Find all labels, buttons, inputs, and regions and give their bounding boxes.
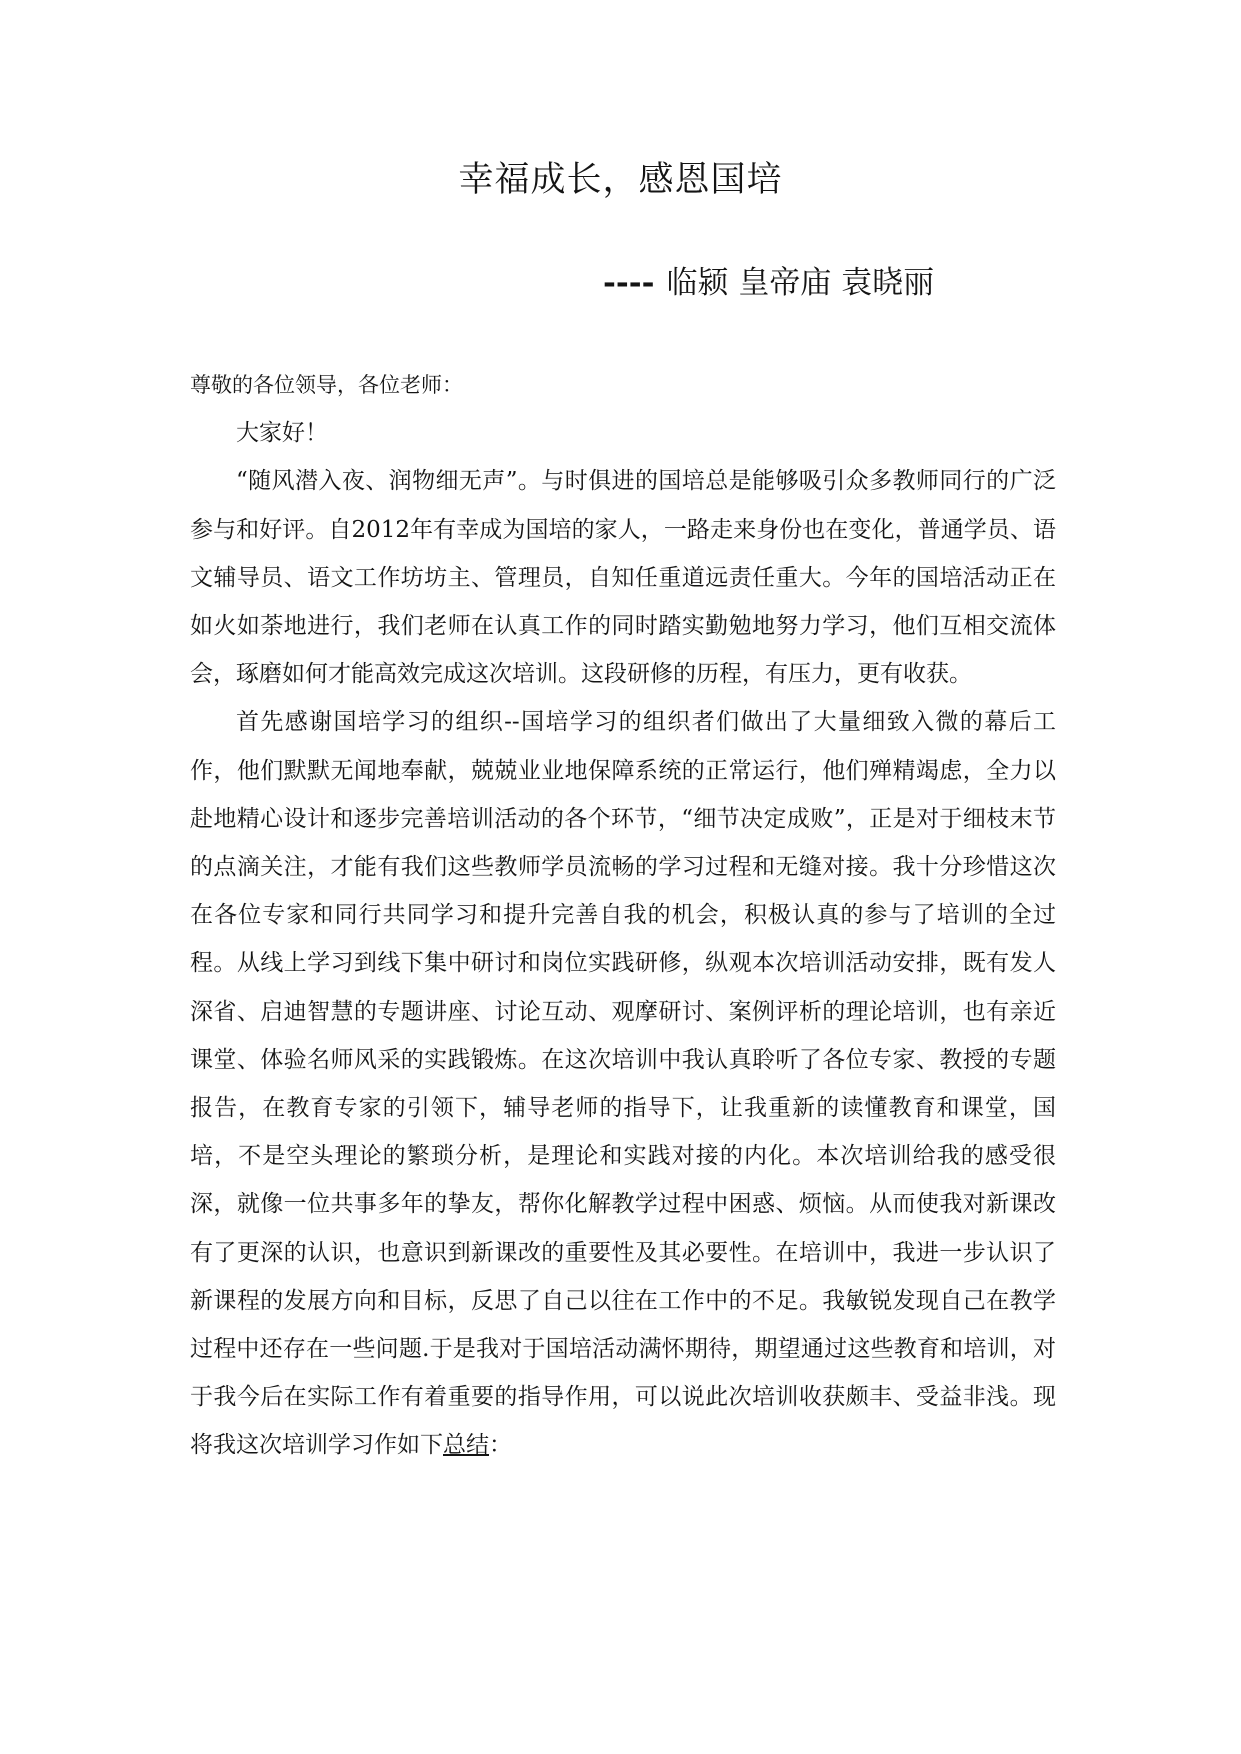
document-title: 幸福成长，感恩国培 [458, 160, 783, 200]
paragraph-1: “随风潜入夜、润物细无声”。与时俱进的国培总是能够吸引众多教师同行的广泛参与和好评。自2012年有幸成为国培的家人，一路走来身份也在变化，普通学员、语文辅导员、语文工作坊坊主、管理员，自知任重道远责任重大。今年的国培活动正在如火如荼地进行，我们老师在认真工作的同时踏实勤勉地努力学习，他们互相交流体会，琢磨如何才能高效完成这次培训。这段研修的历程，有压力，更有收获。 [190, 468, 1056, 688]
byline-author: 临颍 皇帝庙 袁晓丽 [666, 265, 935, 301]
paragraph-2-end: ： [489, 1432, 512, 1459]
document-body [190, 361, 1056, 1470]
paragraph-2-text: 首先感谢国培学习的组织--国培学习的组织者们做出了大量细致入微的幕后工作，他们默默无闻地奉献，兢兢业业地保障系统的正常运行，他们殚精竭虑，全力以赴地精心设计和逐步完善培训活动的各个环节，“细节决定成败”，正是对于细枝末节的点滴关注，才能有我们这些教师学员流畅的学习过程和无缝对接。我十分珍惜这次在各位专家和同行共同学习和提升完善自我的机会，积极认真的参与了培训的全过程。从线上学习到线下集中研讨和岗位实践研修，纵观本次培训活动安排，既有发人深省、启迪智慧的专题讲座、讨论互动、观摩研讨、案例评析的理论培训，也有亲近课堂、体验名师风采的实践锻炼。在这次培训中我认真聆听了各位专家、教授的专题报告，在教育专家的引领下，辅导老师的指导下，让我重新的读懂教育和课堂，国培，不是空头理论的繁琐分析，是理论和实践对接的内化。本次培训给我的感受很深，就像一位共事多年的挚友，帮你化解教学过程中困惑、烦恼。从而使我对新课改有了更深的认识，也意识到新课改的重要性及其必要性。在培训中，我进一步认识了新课程的发展方向和目标，反思了自己以往在工作中的不足。我敏锐发现自己在教学过程中还存在一些问题.于是我对于国培活动满怀期待，期望通过这些教育和培训，对于我今后在实际工作有着重要的指导作用，可以说此次培训收获颇丰、受益非浅。现将我这次培训学习作如下 [190, 709, 1056, 1459]
byline-dashes: ---- [603, 265, 655, 301]
author-byline [603, 257, 934, 302]
underlined-word-summary: 总结 [443, 1432, 489, 1459]
salutation: 尊敬的各位领导，各位老师： [190, 373, 463, 397]
greeting: 大家好！ [236, 420, 328, 447]
paragraph-2 [190, 698, 1056, 1469]
